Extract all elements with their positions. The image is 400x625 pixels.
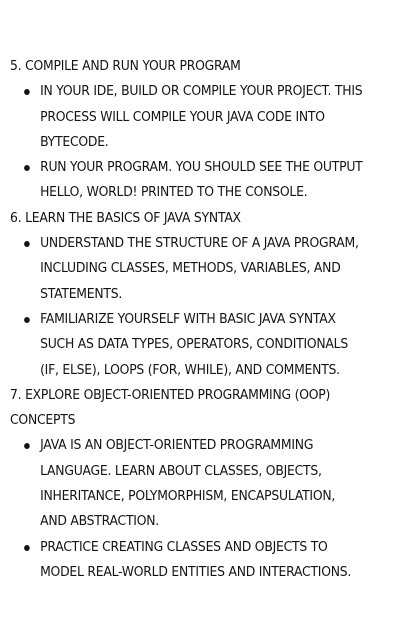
bullet-item: JAVA IS AN OBJECT-ORIENTED PROGRAMMING LANGUAGE. LEARN ABOUT CLASSES, OBJECTS, INHERITANCE, POLYMORPHISM, ENCAPSULATION, AND ABSTRACTION. xyxy=(10,433,365,534)
section-heading: 6. LEARN THE BASICS OF JAVA SYNTAX xyxy=(10,210,241,226)
section-compile-and-run xyxy=(10,54,365,206)
bullet-item: IN YOUR IDE, BUILD OR COMPILE YOUR PROJECT. THIS PROCESS WILL COMPILE YOUR JAVA CODE INTO BYTECODE. xyxy=(10,79,365,155)
bullet-item: PRACTICE CREATING CLASSES AND OBJECTS TO MODEL REAL-WORLD ENTITIES AND INTERACTIONS. xyxy=(10,535,365,586)
section-heading: 7. EXPLORE OBJECT-ORIENTED PROGRAMMING (OOP) CONCEPTS xyxy=(10,387,331,429)
section-oop-concepts xyxy=(10,383,365,585)
bullet-item: FAMILIARIZE YOURSELF WITH BASIC JAVA SYNTAX SUCH AS DATA TYPES, OPERATORS, CONDITIONALS (IF, ELSE), LOOPS (FOR, WHILE), AND COMMENTS. xyxy=(10,307,365,383)
bullet-item: UNDERSTAND THE STRUCTURE OF A JAVA PROGRAM, INCLUDING CLASSES, METHODS, VARIABLES, AND STATEMENTS. xyxy=(10,231,365,307)
bullet-item: RUN YOUR PROGRAM. YOU SHOULD SEE THE OUTPUT HELLO, WORLD! PRINTED TO THE CONSOLE. xyxy=(10,155,365,206)
bullet-list xyxy=(10,79,365,205)
section-java-syntax xyxy=(10,206,365,383)
bullet-list xyxy=(10,231,365,383)
section-heading: 5. COMPILE AND RUN YOUR PROGRAM xyxy=(10,59,241,74)
document-body xyxy=(10,54,365,585)
bullet-list xyxy=(10,433,365,585)
